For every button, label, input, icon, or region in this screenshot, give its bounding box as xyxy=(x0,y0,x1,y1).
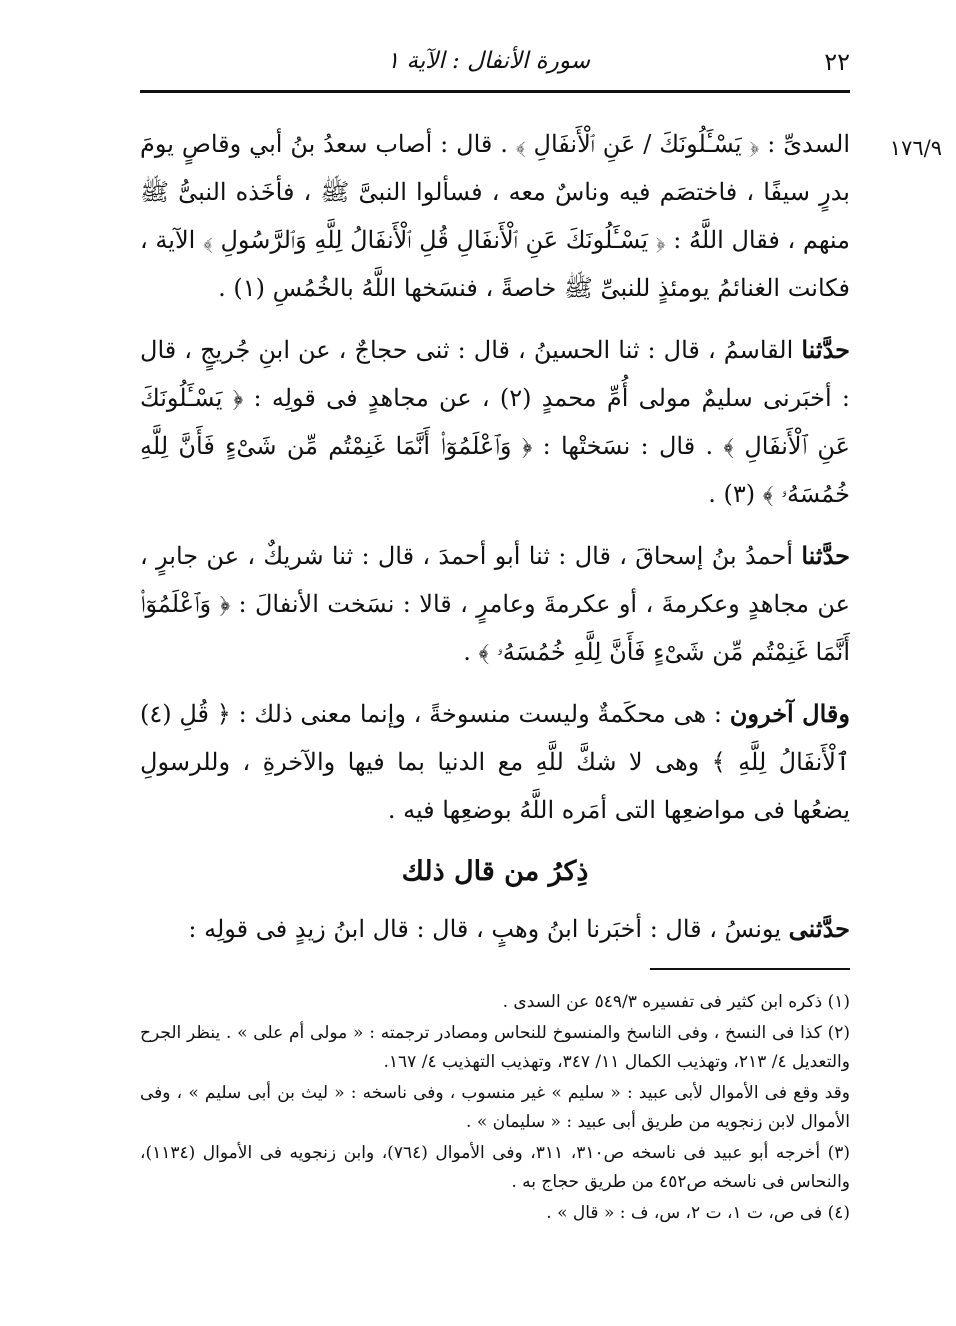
footnote-4: (٤) فى ص، ت ١، ت ٢، س، ف : « قال » . xyxy=(546,1203,850,1223)
footnote-2-cont: وقد وقع فى الأموال لأبى عبيد : « سليم » غير منسوب ، وفى ناسخه : « ليث بن أبى سليم » ، وفى الأموال لابن زنجويه من طريق أبى عبيد : « سليمان » . xyxy=(140,1083,850,1132)
paragraph-lead: حدَّثنى xyxy=(788,914,850,943)
paragraph-1 xyxy=(140,120,850,312)
section-heading: ذِكرُ من قال ذلك xyxy=(401,856,589,887)
page-number: ٢٢ xyxy=(824,48,850,76)
paragraph-4 xyxy=(140,690,850,834)
paragraph-text: القاسمُ ، قال : ثنا الحسينُ ، قال : ثنى حجاجٌ ، عن ابنِ جُريجٍ ، قال : أخبَرنى سليمٌ مولى أُمِّ محمدٍ (٢) ، عن مجاهدٍ فى قولِه : ﴿ يَسْـَٔلُونَكَ عَنِ ٱلْأَنفَالِ ﴾ . قال : نسَختْها : ﴿ وَٱعْلَمُوٓا۟ أَنَّمَا غَنِمْتُم مِّن شَىْءٍ فَأَنَّ لِلَّهِ خُمُسَهُۥ ﴾ (٣) . xyxy=(140,336,850,508)
paragraph-5 xyxy=(140,905,850,953)
paragraph-text: يونسُ ، قال : أخبَرنا ابنُ وهبٍ ، قال : قال ابنُ زيدٍ فى قولِه : xyxy=(188,915,789,943)
paragraph-2 xyxy=(140,326,850,518)
paragraph-lead: وقال آخرون xyxy=(729,699,850,728)
paragraph-lead: حدَّثنا xyxy=(801,335,850,364)
footnote-1: (١) ذكره ابن كثير فى تفسيره ٥٤٩/٣ عن السدى . xyxy=(502,992,850,1012)
paragraph-text: السدىِّ : ﴿ يَسْـَٔلُونَكَ / عَنِ ٱلْأَنفَالِ ﴾ . قال : أصاب سعدُ بنُ أبي وقاصٍ يومَ بدرٍ سيفًا ، فاختصَم فيه وناسٌ معه ، فسألوا النبىَّ ﷺ ، فأخَذه النبىُّ ﷺ منهم ، فقال اللَّهُ : ﴿ يَسْـَٔلُونَكَ عَنِ ٱلْأَنفَالِ قُلِ ٱلْأَنفَالُ لِلَّهِ وَٱلرَّسُولِ ﴾ الآية ، فكانت الغنائمُ يومئذٍ للنبىِّ ﷺ خاصةً ، فنسَخها اللَّهُ بالخُمُسِ (١) . xyxy=(140,130,850,302)
margin-reference: ١٧٦/٩ xyxy=(889,136,942,160)
footnotes xyxy=(140,988,850,1228)
header-rule xyxy=(140,90,850,93)
paragraph-text: أحمدُ بنُ إسحاقَ ، قال : ثنا أبو أحمدَ ، قال : ثنا شريكٌ ، عن جابرٍ ، عن مجاهدٍ وعكرمةَ ، أو عكرمةَ وعامرٍ ، قالا : نسَخت الأنفالَ : ﴿ وَٱعْلَمُوٓا۟ أَنَّمَا غَنِمْتُم مِّن شَىْءٍ فَأَنَّ لِلَّهِ خُمُسَهُۥ ﴾ . xyxy=(140,542,850,666)
footnote-2: (٢) كذا فى النسخ ، وفى الناسخ والمنسوخ للنحاس ومصادر ترجمته : « مولى أم على » . ينظر الجرح والتعديل ٤/ ٢١٣، وتهذيب الكمال ١١/ ٣٤٧، وتهذيب التهذيب ٤/ ١٦٧. xyxy=(140,1023,850,1072)
main-text xyxy=(140,120,942,967)
running-title: سورة الأنفال : الآية ١ xyxy=(386,48,590,74)
paragraph-text: : هى محكَمةٌ وليست منسوخةً ، وإنما معنى ذلك : ﴿ قُلِ (٤) ٱلْأَنفَالُ لِلَّهِ ﴾ وهى لا شكَّ للَّهِ مع الدنيا بما فيها والآخرةِ ، وللرسولِ يضعُها فى مواضعِها التى أمَره اللَّهُ بوضعِها فيه . xyxy=(140,700,850,824)
paragraph-3 xyxy=(140,532,850,676)
footnote-3: (٣) أخرجه أبو عبيد فى ناسخه ص٣١٠، ٣١١، وفى الأموال (٧٦٤)، وابن زنجويه فى الأموال (١١٣٤)، والنحاس فى ناسخه ص٤٥٢ من طريق حجاج به . xyxy=(140,1143,851,1192)
footnote-rule xyxy=(650,968,850,970)
paragraph-lead: حدَّثنا xyxy=(801,541,850,570)
page-header xyxy=(140,42,850,86)
